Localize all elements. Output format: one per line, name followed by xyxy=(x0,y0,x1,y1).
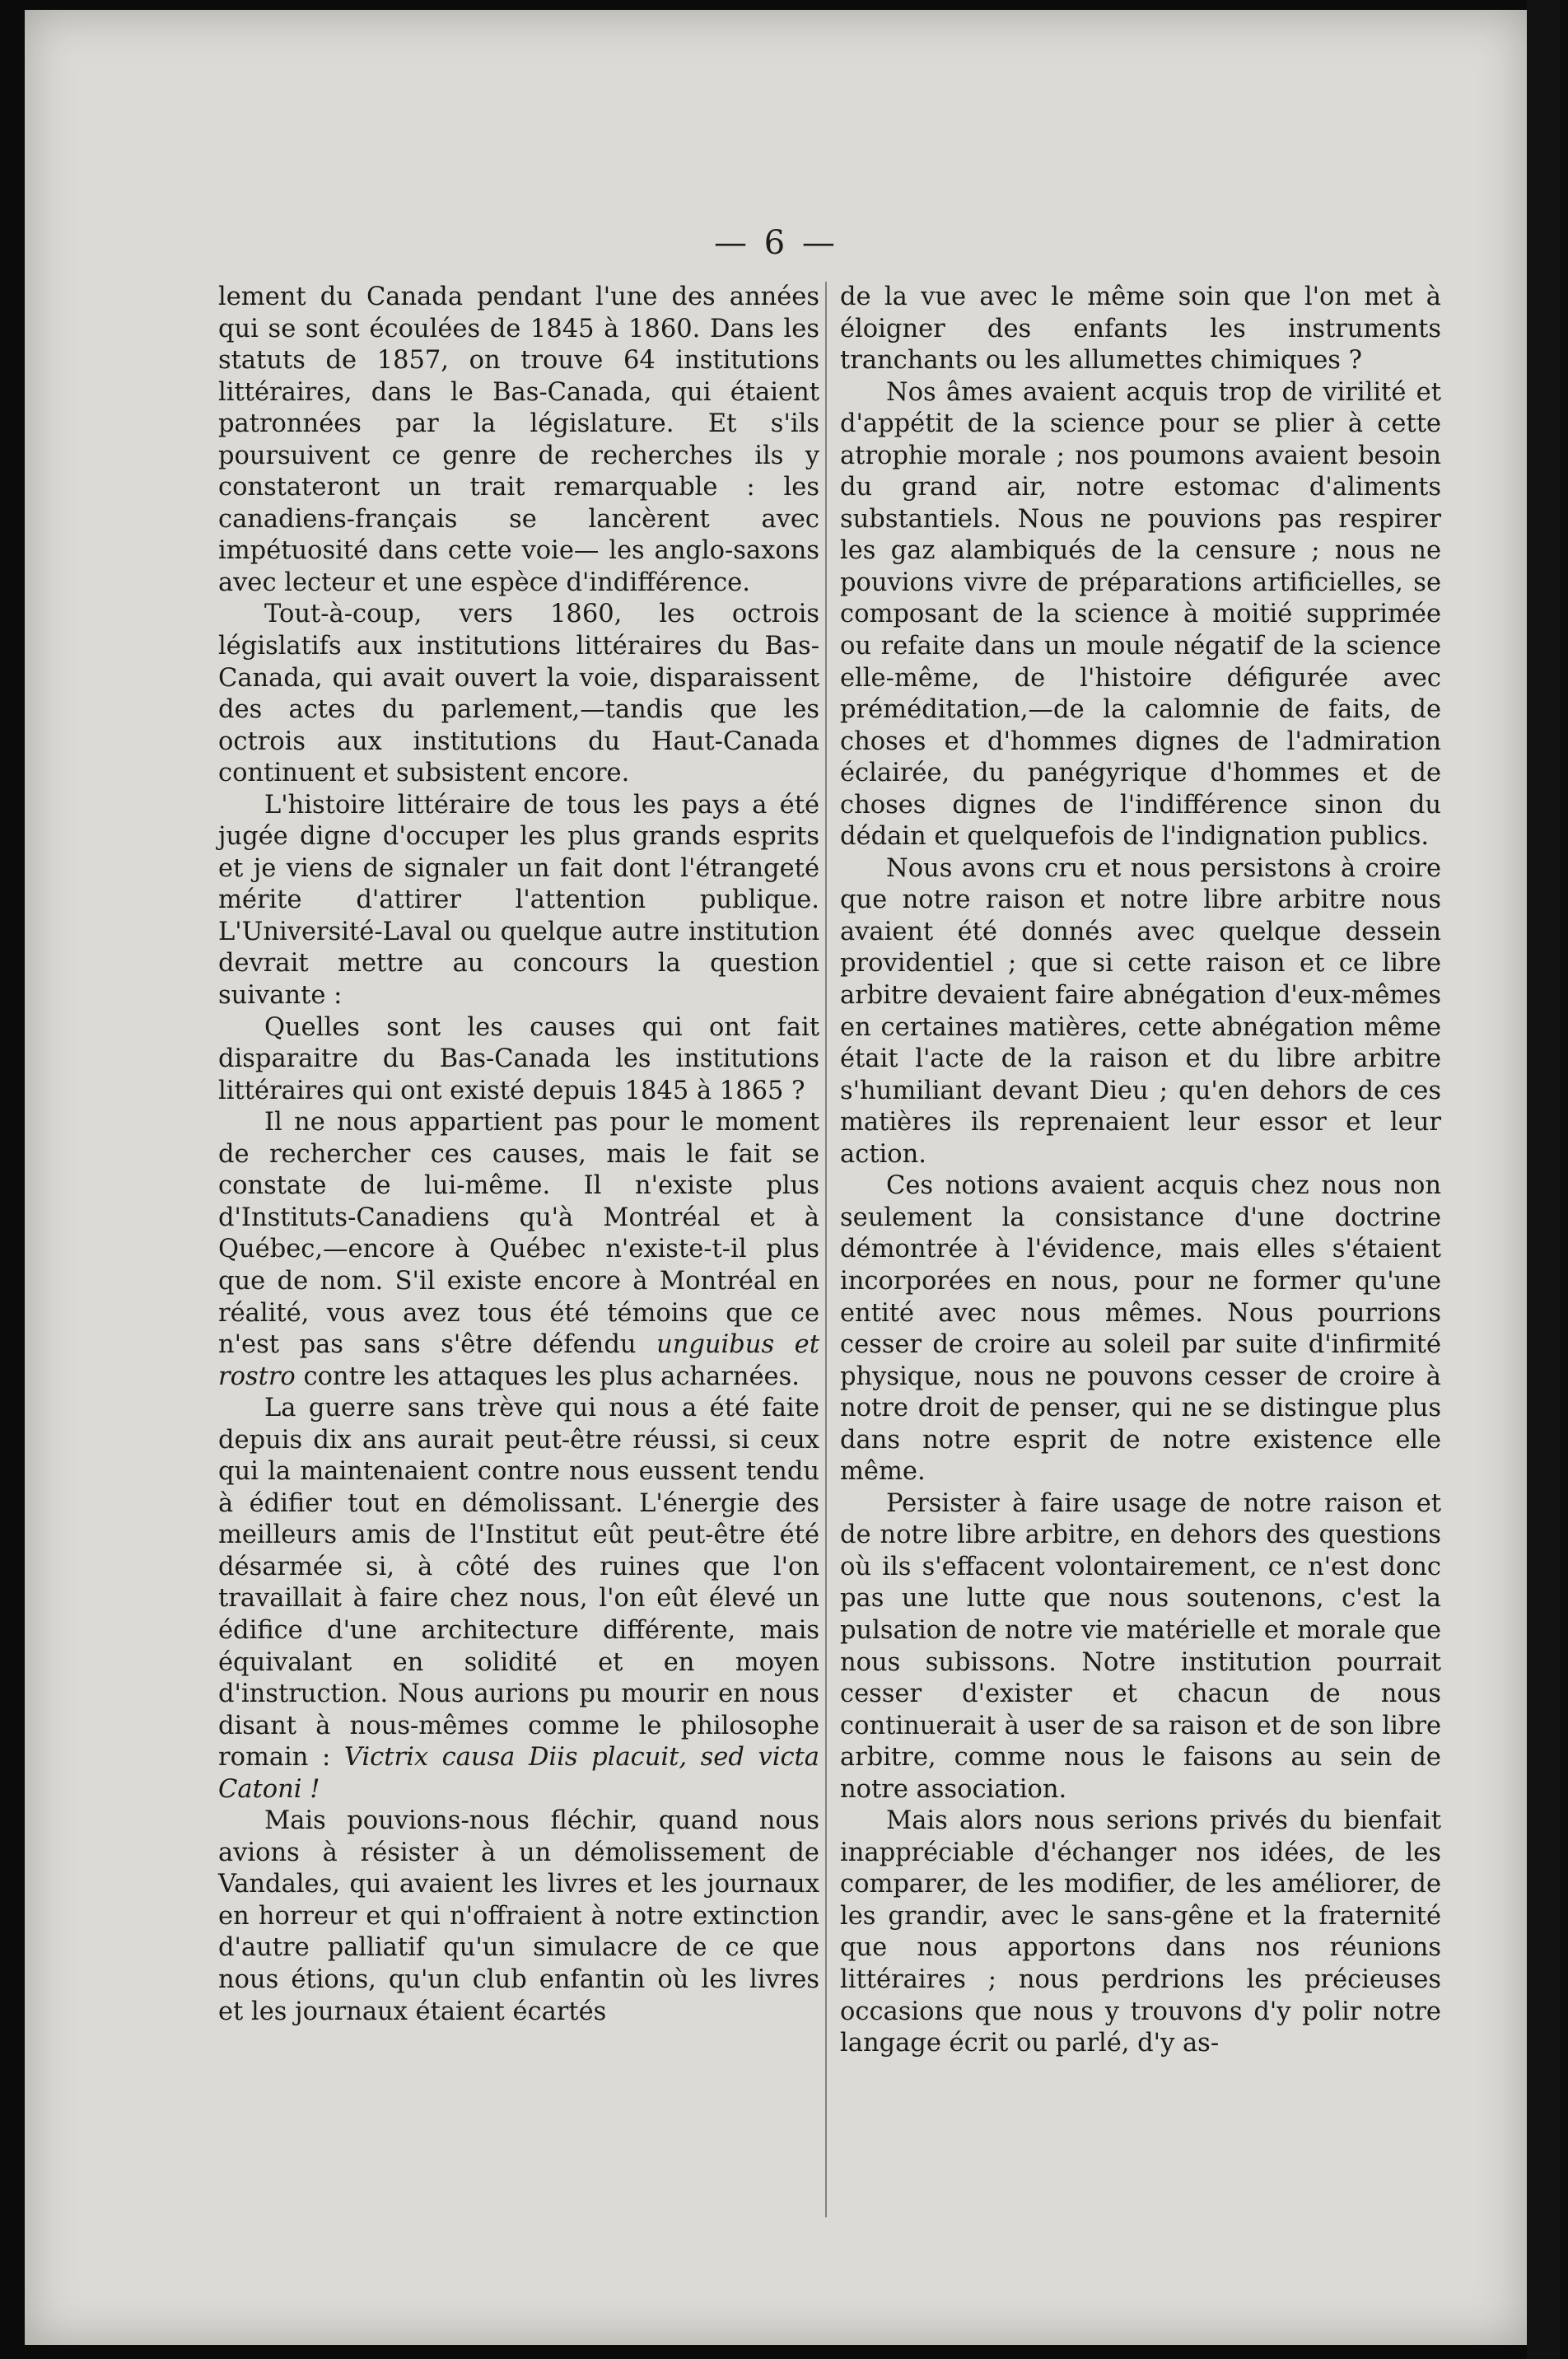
paragraph: Mais alors nous serions privés du bienfait inappréciable d'échanger nos idées, de les comparer, de les modifier, de les améliorer, de les grandir, avec le sans-gêne et la fraternité que nous apportons dans nos réunions littéraires ; nous perdrions les précieuses occasions que nous y trouvons d'y polir notre langage écrit ou parlé, d'y as- xyxy=(840,1806,1441,2058)
paragraph: Nous avons cru et nous persistons à croire que notre raison et notre libre arbitre nous avaient été donnés avec quelque dessein providentiel ; que si cette raison et ce libre arbitre devaient faire abnégation d'eux-mêmes en certaines matières, cette abnégation même était l'acte de la raison et du libre arbitre s'humiliant devant Dieu ; qu'en dehors de ces matières ils reprenaient leur essor et leur action. xyxy=(840,853,1441,1169)
paragraph xyxy=(218,1393,819,1805)
paragraph-text: contre les attaques les plus acharnées. xyxy=(295,1362,800,1391)
paragraph: de la vue avec le même soin que l'on met à éloigner des enfants les instruments tranchants ou les allumettes chimiques ? xyxy=(840,283,1441,376)
page-sheet xyxy=(25,10,1528,2345)
latin-phrase: unguibus et rostro xyxy=(218,1330,819,1391)
page-number: — 6 — xyxy=(714,224,838,262)
paragraph-text: Il ne nous appartient pas pour le moment de rechercher ces causes, mais le fait se constate de lui-même. Il n'existe plus d'Instituts-Canadiens qu'à Montréal et à Québec,—encore à Québec n'existe-t-il plus que de nom. S'il existe encore à Montréal en réalité, vous avez tous été témoins que ce n'est pas sans s'être défendu xyxy=(218,1108,819,1360)
paragraph xyxy=(218,1107,819,1393)
column-divider xyxy=(825,282,827,2217)
paragraph: Nos âmes avaient acquis trop de virilité et d'appétit de la science pour se plier à cette atrophie morale ; nos poumons avaient besoin du grand air, notre estomac d'aliments substantiels. Nous ne pouvions pas respirer les gaz alambiqués de la censure ; nous ne pouvions vivre de préparations artificielles, se composant de la science à moitié supprimée ou refaite dans un moule négatif de la science elle-même, de l'histoire défigurée avec préméditation,—de la calomnie de faits, de choses et d'hommes dignes de l'admiration éclairée, du panégyrique d'hommes et de choses dignes de l'indifférence sinon du dédain et quelquefois de l'indignation publics. xyxy=(840,377,1441,852)
paragraph: Mais pouvions-nous fléchir, quand nous avions à résister à un démolissement de Vandales, qui avaient les livres et les journaux en horreur et qui n'offraient à notre extinction d'autre palliatif qu'un simulacre de ce que nous étions, qu'un club enfantin où les livres et les journaux étaient écartés xyxy=(218,1806,819,2026)
paragraph-text: La guerre sans trève qui nous a été faite depuis dix ans aurait peut-être réussi, si ceux qui la maintenaient contre nous eussent tendu à édifier tout en démolissant. L'énergie des meilleurs amis de l'Institut eût peut-être été désarmée si, à côté des ruines que l'on travaillait à faire chez nous, l'on eût élevé un édifice d'une architecture différente, mais équivalant en solidité et en moyen d'instruction. Nous aurions pu mourir en nous disant à nous-mêmes comme le philosophe romain : xyxy=(218,1394,819,1773)
latin-phrase: Victrix causa Diis placuit, sed victa Catoni ! xyxy=(218,1743,819,1804)
paragraph: lement du Canada pendant l'une des années qui se sont écoulées de 1845 à 1860. Dans les statuts de 1857, on trouve 64 institutions littéraires, dans le Bas-Canada, qui étaient patronnées par la législature. Et s'ils poursuivent ce genre de recherches ils y constateront un trait remarquable : les canadiens-français se lancèrent avec impétuosité dans cette voie— les anglo-saxons avec lecteur et une espèce d'indifférence. xyxy=(218,283,819,597)
paragraph: Ces notions avaient acquis chez nous non seulement la consistance d'une doctrine démontrée à l'évidence, mais elles s'étaient incorporées en nous, pour ne former qu'une entité avec nous mêmes. Nous pourrions cesser de croire au soleil par suite d'infirmité physique, nous ne pouvons cesser de croire à notre droit de penser, qui ne se distingue plus dans notre esprit de notre existence elle même. xyxy=(840,1171,1441,1487)
left-column xyxy=(218,282,819,2028)
paragraph: L'histoire littéraire de tous les pays a été jugée digne d'occuper les plus grands esprits et je viens de signaler un fait dont l'étrangeté mérite d'attirer l'attention publique. L'Université-Laval ou quelque autre institution devrait mettre au concours la question suivante : xyxy=(218,790,819,1011)
scan-edge xyxy=(1527,0,1560,2359)
right-column xyxy=(840,282,1441,2060)
paragraph: Tout-à-coup, vers 1860, les octrois législatifs aux institutions littéraires du Bas-Canada, qui avait ouvert la voie, disparaissent des actes du parlement,—tandis que les octrois aux institutions du Haut-Canada continuent et subsistent encore. xyxy=(218,600,819,788)
paragraph: Persister à faire usage de notre raison et de notre libre arbitre, en dehors des questions où ils s'effacent volontairement, ce n'est donc pas une lutte que nous soutenons, c'est la pulsation de notre vie matérielle et morale que nous subissons. Notre institution pourrait cesser d'exister et chacun de nous continuerait à user de sa raison et de son libre arbitre, comme nous le faisons au sein de notre association. xyxy=(840,1488,1441,1804)
paragraph: Quelles sont les causes qui ont fait disparaitre du Bas-Canada les institutions littéraires qui ont existé depuis 1845 à 1865 ? xyxy=(218,1012,819,1105)
